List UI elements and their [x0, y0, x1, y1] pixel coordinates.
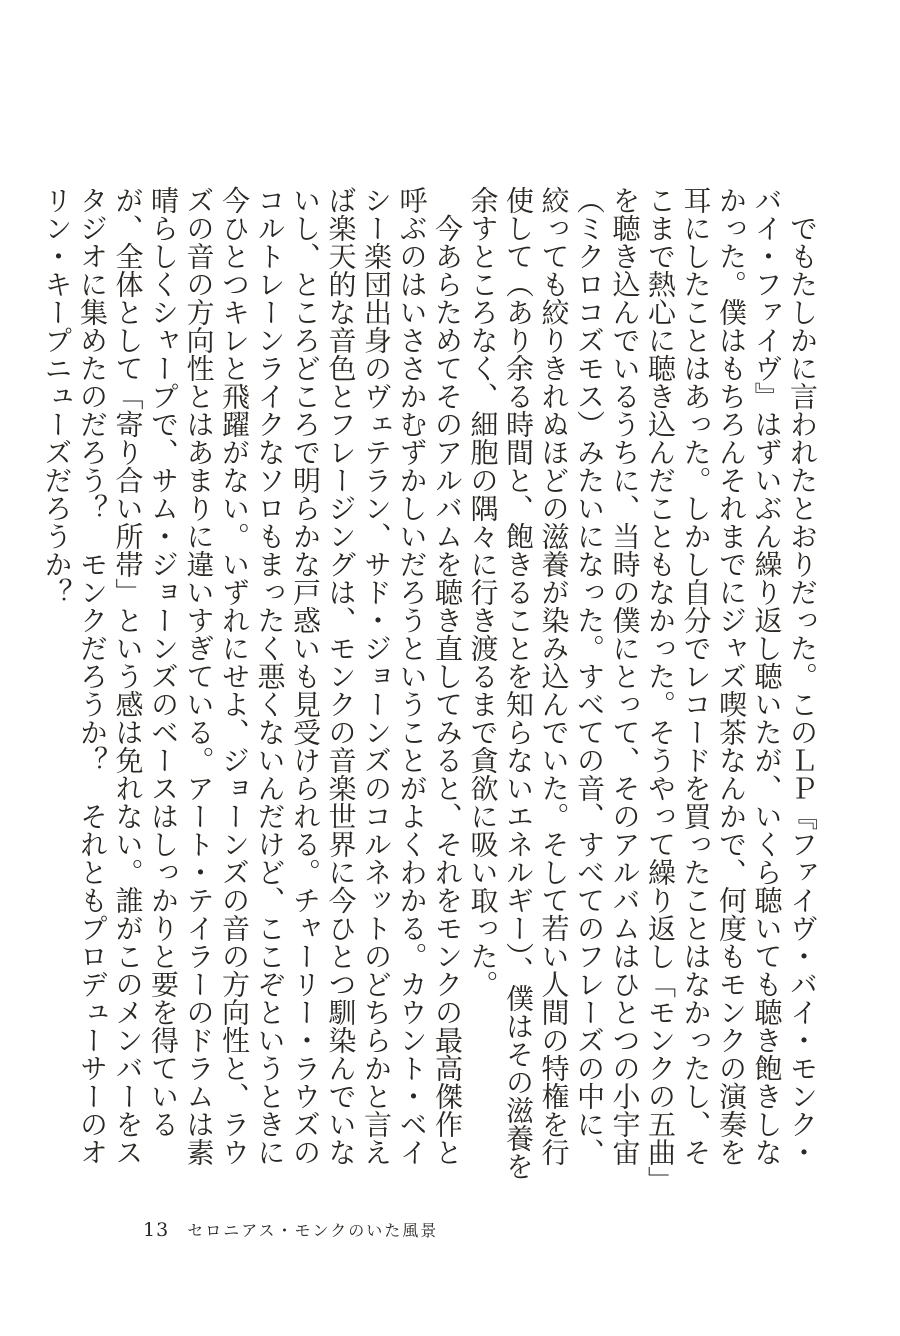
paragraph-2: 今あらためてそのアルバムを聴き直してみると、それをモンクの最高傑作と呼ぶのはいささかむずかしいだろうということがよくわかる。カウント・ベイシー楽団出身のヴェテラン、サド・ジョーンズのコルネットのどちらかと言えば楽天的な音色とフレージングは、モンクの音楽世界に今ひとつ馴染んでいないし、ところどころで明らかな戸惑いも見受けられる。チャーリー・ラウズのコルトレーンライクなソロもまったく悪くないんだけど、ここぞというときに今ひとつキレと飛躍がない。いずれにせよ、ジョーンズの音の方向性と、ラウズの音の方向性とはあまりに違いすぎている。アート・テイラーのドラムは素晴らしくシャープで、サム・ジョーンズのベースはしっかりと要を得ているが、全体として「寄り合い所帯」という感は免れない。誰がこのメンバーをスタジオに集めたのだろう？ モンクだろうか？ それともプロデューサーのオリン・キープニューズだろうか？: [40, 186, 464, 1166]
paragraph-1: でもたしかに言われたとおりだった。このＬＰ『ファイヴ・バイ・モンク・バイ・ファイヴ』はずいぶん繰り返し聴いたが、いくら聴いても聴き飽きしなかった。僕はもちろんそれまでにジャズ喫茶なんかで、何度もモンクの演奏を耳にしたことはあった。しかし自分でレコードを買ったことはなかったし、そこまで熱心に聴き込んだこともなかった。そうやって繰り返し「モンクの五曲」を聴き込んでいるうちに、当時の僕にとって、そのアルバムはひとつの小宇宙（ミクロコズモス）みたいになった。すべての音、すべてのフレーズの中に、絞っても絞りきれぬほどの滋養が染み込んでいた。そして若い人間の特権を行使して（あり余る時間と、飽きることを知らないエネルギー）、僕はその滋養を余すところなく、細胞の隅々に行き渡るまで貪欲に吸い取った。: [466, 186, 819, 1180]
running-head: セロニアス・モンクのいた風景: [187, 1221, 439, 1240]
page-number: 13: [143, 1219, 170, 1241]
page-footer: [143, 1218, 438, 1248]
vertical-body-text: [40, 186, 820, 1186]
